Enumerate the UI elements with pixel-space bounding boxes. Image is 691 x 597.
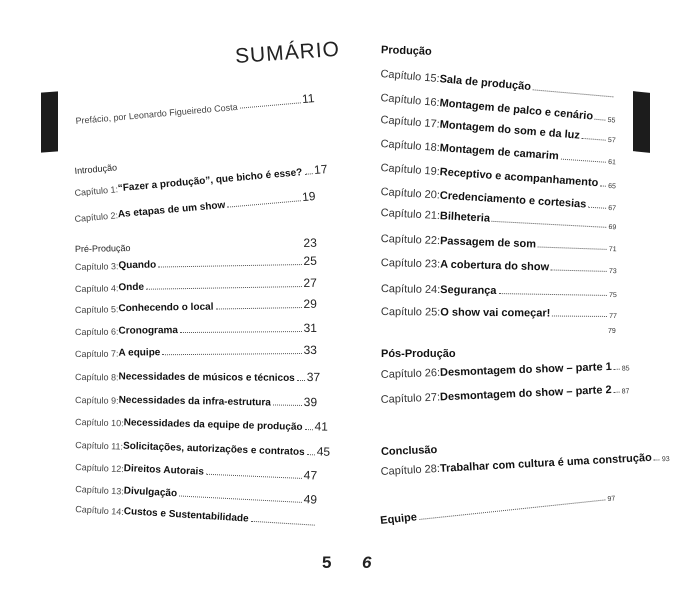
chapter-prefix: Capítulo 16: (379, 92, 441, 110)
chapter-prefix: Capítulo 3: (74, 261, 119, 272)
toc-entry[interactable] (75, 480, 317, 507)
chapter-prefix: Capítulo 5: (74, 304, 119, 315)
chapter-title: Montagem de palco e cenário (439, 97, 594, 123)
leader-dots (158, 264, 301, 268)
toc-page-number: 57 (607, 136, 616, 145)
section-heading-conclusao: Conclusão (380, 444, 438, 458)
leader-dots (419, 499, 606, 520)
chapter-prefix: Capítulo 9: (75, 395, 119, 406)
toc-page-number: 73 (608, 267, 617, 276)
chapter-prefix: Capítulo 21: (380, 207, 441, 223)
toc-page-number: 97 (607, 495, 616, 504)
chapter-title: Necessidades de músicos e técnicos (118, 371, 295, 384)
toc-page-number: 61 (607, 158, 617, 167)
leader-dots (307, 454, 315, 455)
chapter-prefix: Capítulo 13: (75, 484, 125, 497)
thumb-index-tab-right (633, 91, 650, 153)
chapter-title: As etapas de um show (117, 199, 226, 221)
toc-page-number: 79 (608, 328, 616, 335)
toc-entry[interactable] (75, 368, 321, 385)
thumb-index-tab-left (41, 91, 58, 152)
leader-dots (614, 369, 620, 370)
chapter-prefix: Capítulo 19: (380, 162, 441, 179)
toc-page-number: 87 (621, 388, 630, 396)
chapter-title: Custos e Sustentabilidade (123, 505, 249, 525)
chapter-title: Trabalhar com cultura é uma construção (439, 451, 653, 475)
chapter-title: Desmontagem do show – parte 1 (439, 360, 612, 379)
toc-entry[interactable] (380, 360, 630, 381)
chapter-prefix: Capítulo 28: (380, 462, 441, 478)
toc-page-number: 37 (306, 370, 321, 385)
toc-page-number: 39 (303, 394, 318, 410)
chapter-prefix: Capítulo 17: (380, 114, 441, 131)
toc-page-number: 23 (303, 235, 317, 251)
chapter-title: Receptivo e acompanhamento (439, 166, 599, 190)
toc-page-number: 77 (609, 312, 617, 321)
toc-entry-label: Prefácio, por Leonardo Figueiredo Costa (75, 101, 238, 126)
chapter-prefix: Capítulo 22: (380, 233, 441, 248)
toc-page-number: 47 (303, 467, 318, 483)
toc-entry[interactable] (75, 297, 317, 315)
toc-page-number: 25 (303, 253, 317, 269)
chapter-prefix: Capítulo 24: (380, 283, 441, 297)
leader-dots (654, 459, 660, 460)
section-heading-pre-producao[interactable] (75, 236, 317, 254)
page-number-right: 6 (362, 553, 372, 572)
leader-dots (215, 307, 301, 310)
toc-page-number: 65 (607, 182, 617, 191)
toc-page-number: 45 (316, 444, 331, 459)
chapter-title: Cronograma (118, 325, 178, 337)
toc-page-number: 75 (608, 291, 617, 300)
chapter-prefix: Capítulo 2: (74, 210, 119, 224)
chapter-prefix: Capítulo 8: (75, 372, 119, 383)
toc-page-number: 67 (608, 204, 617, 213)
leader-dots (538, 246, 607, 249)
toc-page-number: 11 (301, 91, 316, 107)
chapter-title: Passagem de som (439, 235, 537, 251)
toc-entry[interactable] (380, 162, 616, 190)
toc-entry[interactable] (75, 458, 317, 483)
leader-dots (273, 404, 302, 406)
chapter-title: Quando (118, 259, 157, 272)
toc-page-number: 71 (608, 245, 617, 254)
leader-dots (297, 380, 305, 381)
leader-dots (206, 474, 302, 479)
leader-dots (614, 392, 620, 393)
toc-page-number: 41 (314, 419, 329, 434)
toc-page-number-trailing (608, 328, 616, 335)
toc-page-number: 55 (607, 116, 616, 125)
section-heading: Pré-Produção (74, 243, 131, 254)
leader-dots (250, 521, 314, 526)
leader-dots (304, 429, 312, 430)
leader-dots (595, 119, 606, 121)
leader-dots (180, 331, 302, 333)
leader-dots (304, 173, 312, 175)
toc-page-number: 85 (621, 365, 630, 373)
chapter-prefix: Capítulo 20: (380, 186, 441, 202)
toc-page-number: 27 (303, 275, 317, 291)
chapter-prefix: Capítulo 23: (380, 257, 441, 271)
leader-dots (179, 495, 302, 502)
toc-entry[interactable] (75, 436, 331, 459)
chapter-title: Direitos Autorais (123, 463, 205, 478)
chapter-title: Desmontagem do show – parte 2 (439, 383, 612, 404)
page-number-left: 5 (322, 553, 332, 572)
chapter-title: Necessidades da equipe de produção (123, 417, 303, 433)
team-label: Equipe (379, 511, 418, 527)
chapter-prefix: Capítulo 15: (379, 68, 441, 86)
leader-dots (551, 269, 607, 271)
chapter-prefix: Capítulo 11: (75, 440, 124, 452)
toc-entry-equipe[interactable] (380, 490, 616, 527)
leader-dots (227, 200, 300, 207)
toc-entry-preface[interactable] (75, 91, 315, 126)
leader-dots (552, 315, 607, 316)
chapter-title: Credenciamento e cortesias (439, 189, 587, 211)
toc-entry[interactable] (75, 343, 317, 359)
chapter-title: Montagem de camarim (439, 142, 560, 163)
toc-page-number: 17 (313, 161, 328, 178)
toc-entry[interactable] (380, 383, 630, 406)
leader-dots (560, 159, 606, 163)
chapter-prefix: Capítulo 6: (74, 326, 119, 337)
chapter-title: Solicitações, autorizações e contratos (122, 440, 305, 459)
chapter-title: Sala de produção (439, 73, 532, 94)
section-heading-introducao: Introdução (74, 162, 118, 176)
toc-entry[interactable] (75, 276, 317, 294)
chapter-prefix: Capítulo 12: (75, 462, 124, 475)
leader-dots (600, 185, 606, 186)
chapter-prefix: Capítulo 7: (74, 348, 119, 359)
toc-page-number: 93 (661, 455, 670, 464)
toc-page-number: 29 (303, 296, 317, 312)
chapter-title: O show vai começar! (440, 306, 551, 320)
toc-entry[interactable] (75, 321, 317, 337)
leader-dots (498, 293, 607, 296)
chapter-title: “Fazer a produção”, que bicho é esse? (117, 167, 303, 195)
toc-page-number: 69 (608, 223, 617, 232)
chapter-prefix: Capítulo 18: (380, 138, 441, 155)
chapter-title: Bilheteria (439, 210, 491, 225)
chapter-title: Montagem do som e da luz (439, 118, 581, 142)
chapter-prefix: Capítulo 25: (380, 306, 441, 319)
chapter-prefix: Capítulo 10: (75, 417, 124, 429)
chapter-title: Divulgação (123, 485, 178, 500)
chapter-title: Onde (118, 281, 145, 294)
toc-entry[interactable] (75, 503, 317, 529)
toc-entry[interactable] (380, 138, 616, 166)
toc-page-number: 49 (303, 491, 318, 507)
spacer (131, 250, 304, 253)
toc-page-number: 31 (303, 320, 317, 336)
chapter-prefix: Capítulo 4: (74, 283, 119, 294)
toc-entry[interactable] (381, 233, 617, 253)
page-title: SUMÁRIO (234, 37, 341, 69)
leader-dots (146, 286, 302, 290)
chapter-title: Conhecendo o local (118, 301, 214, 315)
toc-entry[interactable] (381, 306, 617, 320)
chapter-prefix: Capítulo 27: (380, 391, 441, 406)
leader-dots (492, 221, 607, 228)
leader-dots (588, 207, 606, 209)
chapter-prefix: Capítulo 14: (75, 504, 125, 517)
leader-dots (240, 102, 301, 108)
leader-dots (162, 353, 301, 355)
toc-entry[interactable] (75, 254, 317, 272)
toc-entry[interactable] (75, 413, 329, 434)
toc-page-number: 19 (301, 188, 317, 205)
leader-dots (533, 89, 614, 97)
section-heading-pos-producao: Pós-Produção (381, 348, 456, 360)
toc-page-number: 33 (303, 342, 317, 358)
chapter-prefix: Capítulo 26: (380, 366, 441, 381)
chapter-title: Necessidades da infra-estrutura (118, 394, 271, 409)
section-heading-producao: Produção (380, 44, 432, 58)
chapter-title: Segurança (440, 284, 497, 298)
chapter-title: A cobertura do show (439, 258, 550, 274)
chapter-prefix: Capítulo 1: (74, 184, 119, 198)
toc-entry[interactable] (380, 204, 617, 232)
toc-entry[interactable] (75, 391, 317, 409)
chapter-title: A equipe (118, 347, 161, 359)
toc-entry[interactable] (381, 257, 617, 275)
leader-dots (582, 138, 606, 141)
toc-entry[interactable] (381, 283, 617, 299)
